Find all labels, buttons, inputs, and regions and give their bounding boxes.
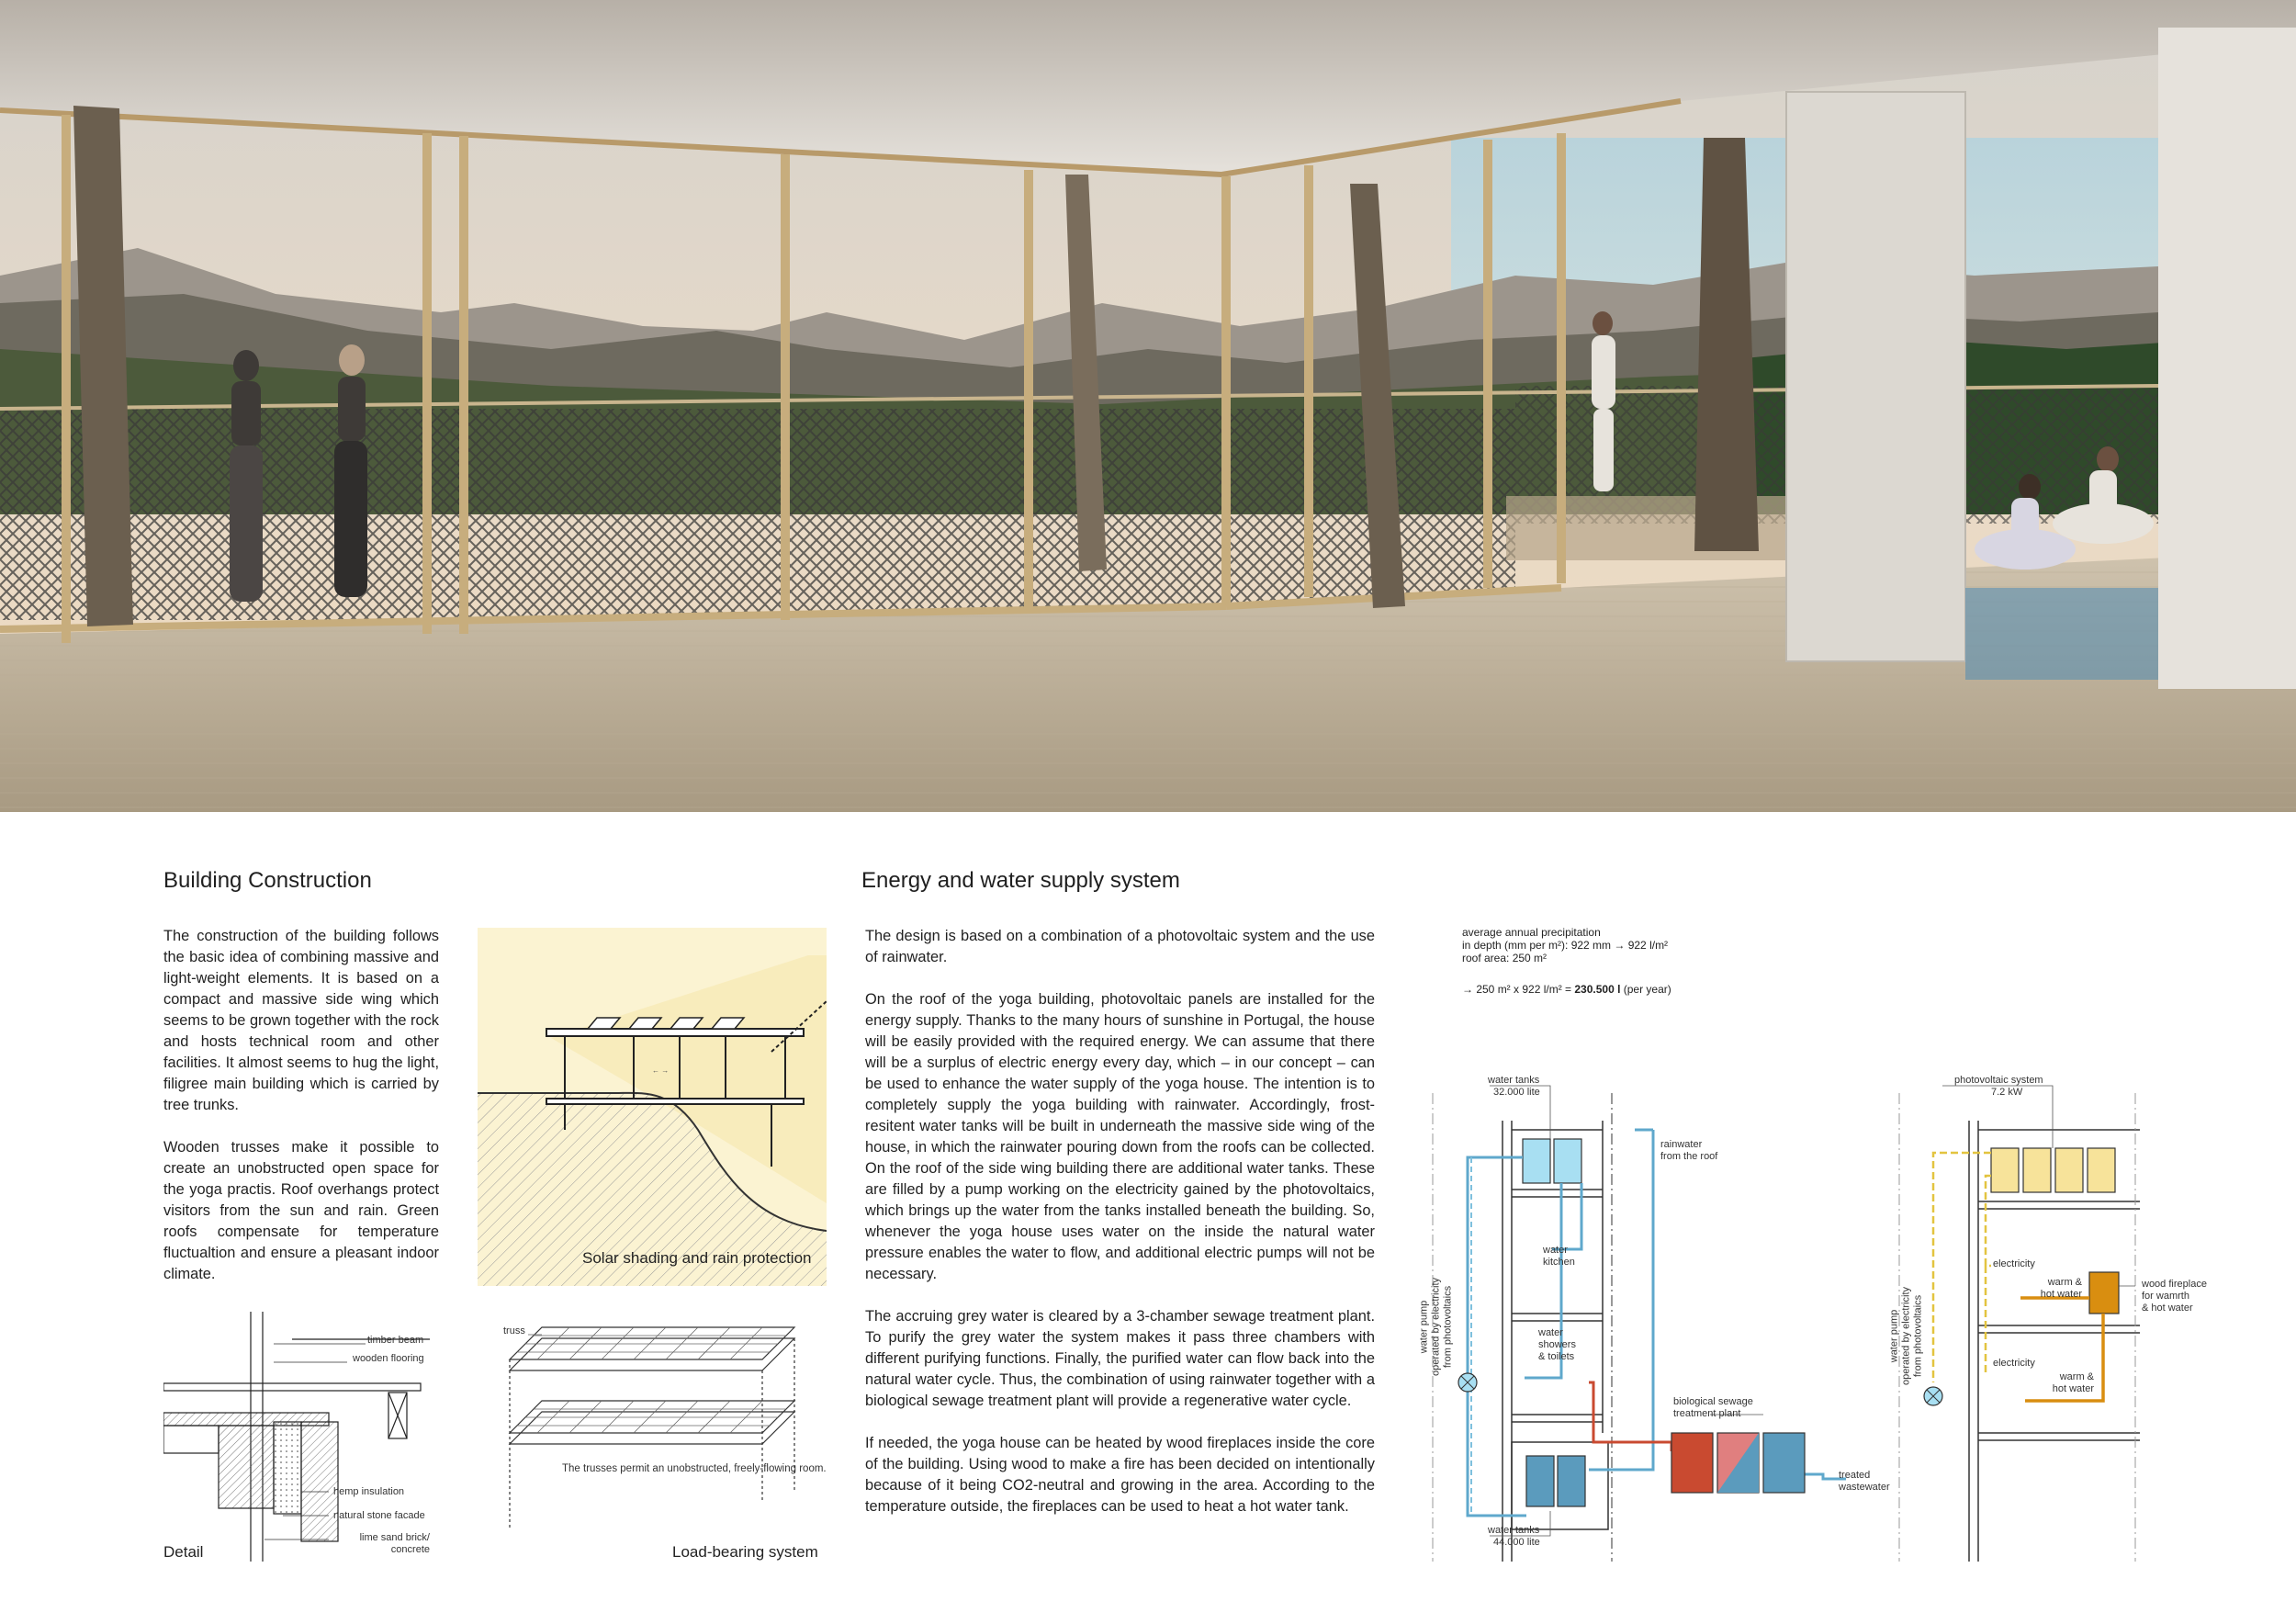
label-wooden-flooring: wooden flooring (353, 1353, 424, 1364)
energy-water-text (865, 926, 1375, 1517)
energy-paragraph-1: The design is based on a combination of a photovoltaic system and the use of rainwater. (865, 928, 1375, 965)
truss-note: The trusses permit an unobstructed, freely-flowing room. (562, 1463, 827, 1474)
label-warm-water-2: warm & hot water (2052, 1371, 2094, 1394)
label-rainwater: rainwater from the roof (1660, 1139, 1718, 1162)
label-photovoltaic: photovoltaic system 7.2 kW (1954, 1075, 2043, 1098)
label-hemp-insulation: hemp insulation (333, 1486, 405, 1497)
calc-line-2: in depth (mm per m²): 922 mm → 922 l/m² (1462, 939, 1669, 952)
precipitation-calc (1462, 926, 1671, 996)
label-truss: truss (503, 1325, 525, 1336)
label-wood-fireplace: wood fireplace for wamrth & hot water (2142, 1279, 2207, 1314)
energy-supply-diagram (1874, 1066, 2259, 1562)
truss-axonometric-drawing (478, 1309, 827, 1534)
energy-water-title: Energy and water supply system (861, 868, 1180, 893)
label-electricity-1: electricity (1993, 1258, 2035, 1269)
label-energy-pump: water pump operated by electricity from photovoltaics (1888, 1287, 1924, 1385)
building-paragraph-1: The construction of the building follows the basic idea of combining massive and light-weight elements. It is based on a compact and massive side wing which seems to be grown together with the rock and hosts technical room and other facilities. It almost seems to hug the light, filigree main building which is carried by tree trunks. (163, 928, 439, 1113)
load-bearing-diagram (478, 1309, 827, 1534)
building-paragraph-2: Wooden trusses make it possible to create an unobstructed open space for the yoga practis. Roof overhangs protect visitors from the sun and rain. Green roofs compensate for temperature fluctualtion and ensure a pleasant indoor climate. (163, 1139, 439, 1282)
calc-line-3: roof area: 250 m² (1462, 952, 1548, 964)
label-timber-beam: timber beam (367, 1335, 424, 1346)
svg-text:← →: ← → (652, 1066, 670, 1075)
detail-caption: Detail (163, 1543, 204, 1561)
label-sewage-plant: biological sewage treatment plant (1673, 1396, 1753, 1419)
label-treated-wastewater: treated wastewater (1839, 1470, 1890, 1493)
energy-paragraph-3: The accruing grey water is cleared by a 3-chamber sewage treatment plant. To purify the grey water the system makes it pass three chambers with different purifying functions. Finally, the purified water can flow back into the natural water cycle. Thus, the combination of using rainwater together with a biological sewage treatment plant will provide a regenerative water cycle. (865, 1308, 1375, 1409)
calc-line-1: average annual precipitation (1462, 926, 1601, 939)
label-water-tanks-top: water tanks 32.000 lite (1488, 1075, 1540, 1098)
solar-shading-caption: Solar shading and rain protection (582, 1249, 812, 1267)
label-lime-brick: lime sand brick/ concrete (359, 1532, 430, 1555)
solar-shading-diagram (478, 928, 827, 1286)
energy-paragraph-4: If needed, the yoga house can be heated by wood fireplaces inside the core of the building. Using wood to make a fire has been decided on intentionally because of it being CO2-neutral and growing in the area. According to the temperature outside, the fireplaces can be used to heat a hot water tank. (865, 1435, 1375, 1515)
solar-shading-drawing (478, 928, 827, 1286)
building-construction-title: Building Construction (163, 868, 372, 893)
label-water-kitchen: water kitchen (1543, 1245, 1575, 1268)
label-electricity-2: electricity (1993, 1358, 2035, 1369)
detail-section-drawing (163, 1312, 439, 1562)
building-construction-text (163, 926, 439, 1285)
energy-paragraph-2: On the roof of the yoga building, photovoltaic panels are installed for the energy supply. Thanks to the many hours of sunshine in Portugal, the house will be easily provided with the required energy. We can assume that there will be a surplus of electric energy every day, which – in our concept – can be used to enhance the water supply of the yoga house. The intention is to completely supply the yoga building with rainwater. Accordingly, frost-resitent water tanks will be built in underneath the massive side wing of the house, in which the rainwater pouring down from the roofs can be collected. On the roof of the side wing building there are additional water tanks. These are filled by a pump working on the electricity gained by the photovoltaics, which brings up the water from the tanks installed beneath the building. So, whenever the yoga house uses water on the inside the natural water pressure enables the water to flow, and additional electric pumps will not be necessary. (865, 991, 1375, 1282)
label-water-showers: water showers & toilets (1538, 1327, 1576, 1362)
load-bearing-caption: Load-bearing system (672, 1543, 818, 1561)
label-stone-facade: natural stone facade (333, 1510, 425, 1521)
label-water-pump: water pump operated by electricity from photovoltaics (1418, 1278, 1454, 1376)
label-water-tanks-bottom: water tanks 44.000 lite (1488, 1525, 1540, 1548)
water-supply-diagram (1414, 1066, 1910, 1562)
detail-diagram (163, 1312, 439, 1562)
calc-result: → 250 m² x 922 l/m² = 230.500 l (per year) (1462, 983, 1671, 996)
label-warm-water-1: warm & hot water (2040, 1277, 2082, 1300)
